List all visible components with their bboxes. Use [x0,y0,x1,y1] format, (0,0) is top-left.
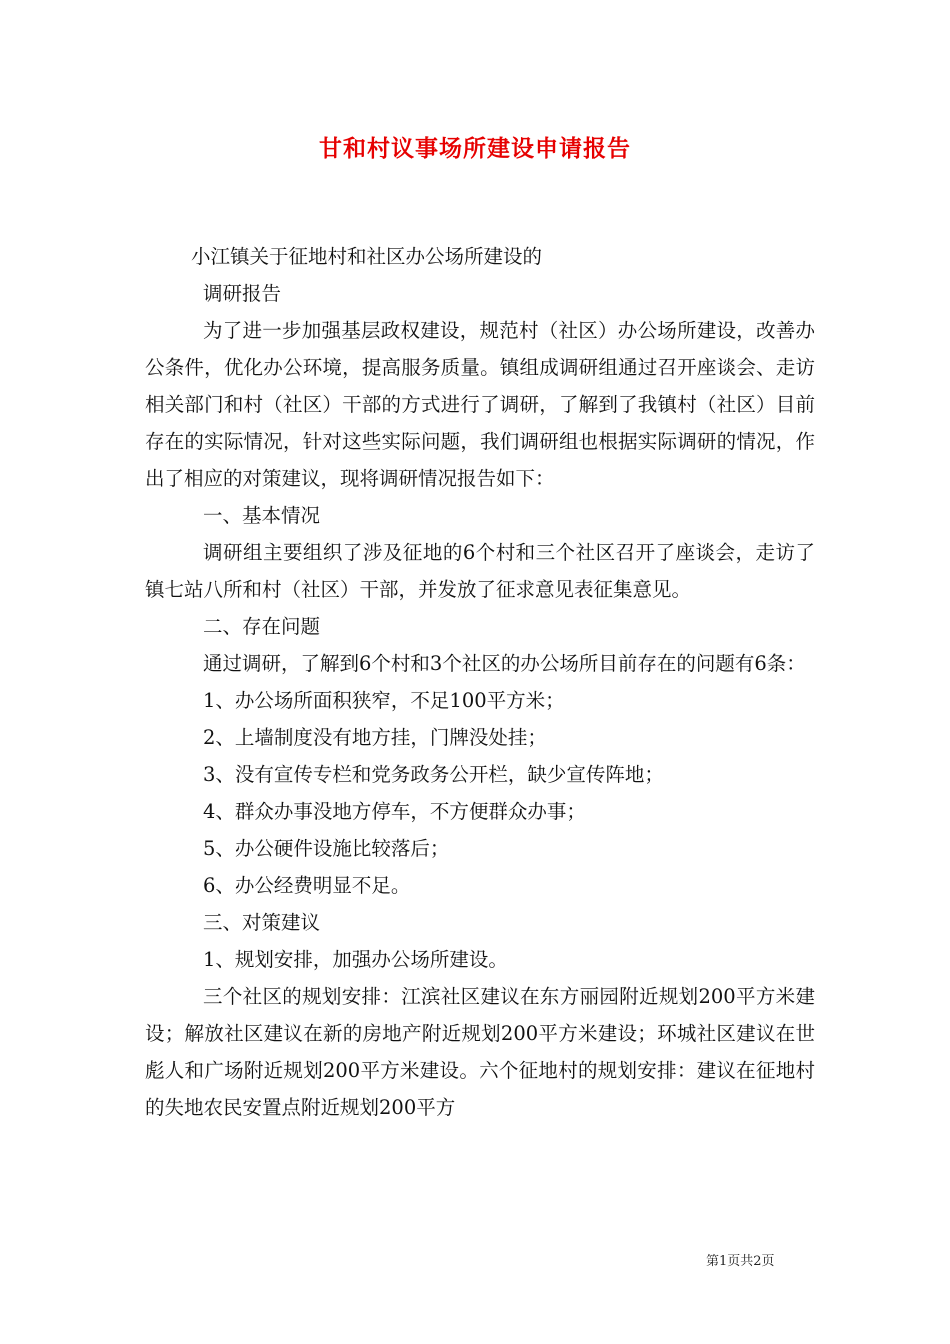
heading-countermeasures: 三、对策建议 [203,911,321,934]
list-item-problem-2: 2、上墙制度没有地方挂，门牌没处挂； [203,726,547,749]
list-item-countermeasure-1: 1、规划安排，加强办公场所建设。 [203,948,508,971]
list-item-problem-5: 5、办公硬件设施比较落后； [203,837,450,860]
heading-basic-situation: 一、基本情况 [203,504,321,527]
list-item-problem-4: 4、群众办事没地方停车，不方便群众办事； [203,800,586,823]
paragraph-problems-intro: 通过调研，了解到6个村和3个社区的办公场所目前存在的问题有6条： [203,652,806,675]
paragraph-subtitle-line2: 调研报告 [203,282,282,305]
list-item-problem-1: 1、办公场所面积狭窄，不足100平方米； [203,689,565,712]
paragraph-planning: 三个社区的规划安排：江滨社区建议在东方丽园附近规划200平方米建设；解放社区建议在新的房地产附近规划200平方米建设；环城社区建议在世彪人和广场附近规划200平方米建设。六个征地村的规划安排：建议在征地村的失地农民安置点附近规划200平方 [145,985,815,1119]
page-number-footer: 第1页共2页 [706,1254,775,1269]
heading-existing-problems: 二、存在问题 [203,615,321,638]
paragraph-basic-situation: 调研组主要组织了涉及征地的6个村和三个社区召开了座谈会，走访了镇七站八所和村（社区）干部，并发放了征求意见表征集意见。 [145,541,815,601]
document-body [145,238,815,1126]
paragraph-subtitle-line1: 小江镇关于征地村和社区办公场所建设的 [191,245,543,268]
paragraph-intro: 为了进一步加强基层政权建设，规范村（社区）办公场所建设，改善办公条件，优化办公环境，提高服务质量。镇组成调研组通过召开座谈会、走访相关部门和村（社区）干部的方式进行了调研，了解到了我镇村（社区）目前存在的实际情况，针对这些实际问题，我们调研组也根据实际调研的情况，作出了相应的对策建议，现将调研情况报告如下： [145,319,815,490]
list-item-problem-3: 3、没有宣传专栏和党务政务公开栏，缺少宣传阵地； [203,763,664,786]
list-item-problem-6: 6、办公经费明显不足。 [203,874,411,897]
document-title: 甘和村议事场所建设申请报告 [319,135,631,162]
